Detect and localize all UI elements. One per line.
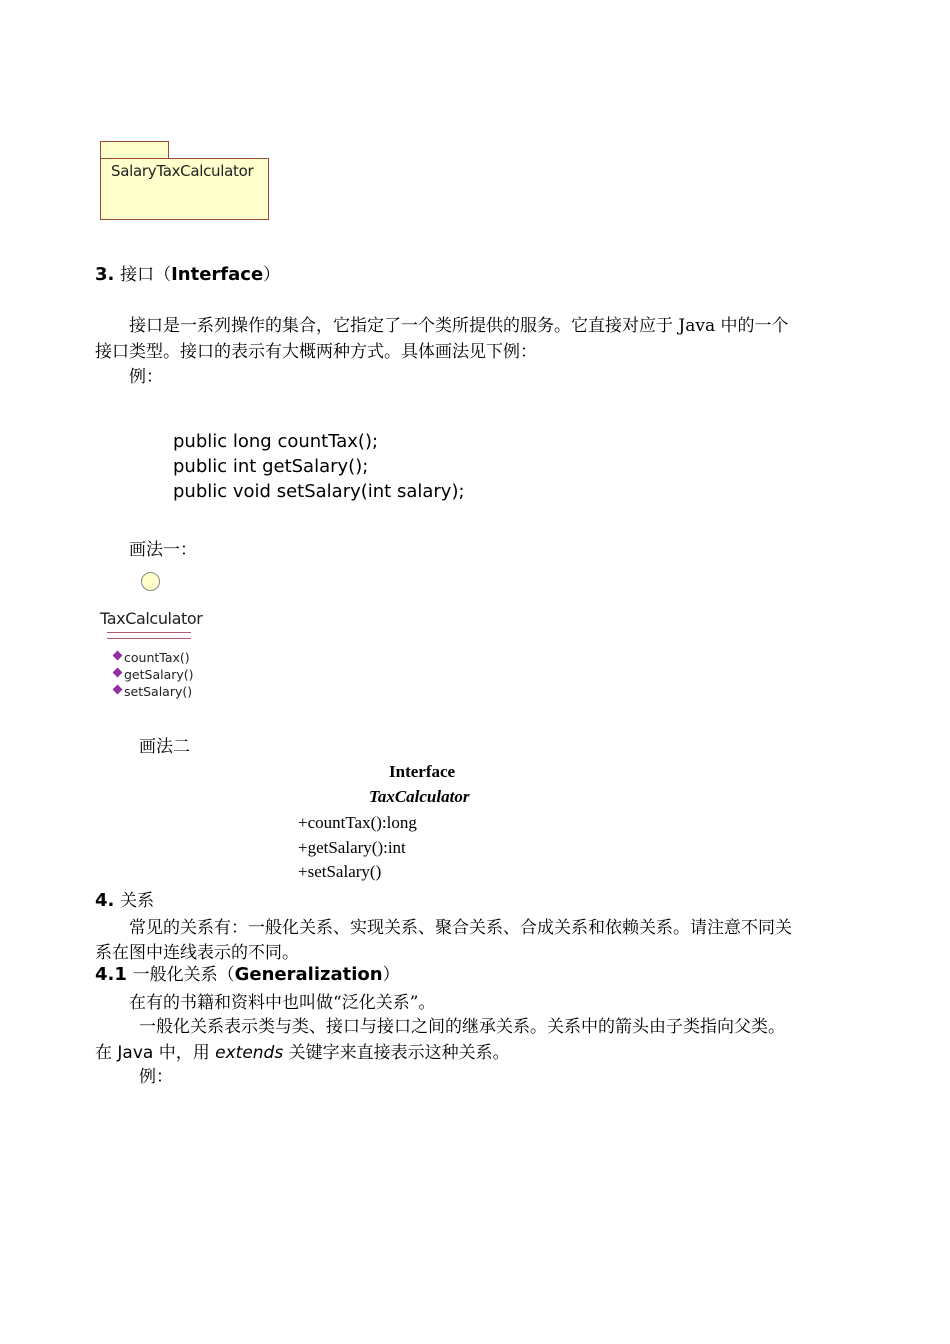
section-3-heading [95,260,280,285]
text-run-extends: extends [215,1043,284,1063]
package-name: SalaryTaxCalculator [111,162,254,180]
text-run: 中，用 [153,1043,216,1063]
operation-row [114,667,194,682]
section-4-1-title-en: Generalization [234,964,383,985]
code-line-1: public long countTax(); [173,431,379,452]
operation-row [114,650,190,665]
interface-operation: +countTax():long [298,813,417,832]
interface-stereotype: Interface [389,762,456,781]
operation-label: setSalary() [124,684,193,699]
section-4-1-number: 4.1 [95,964,127,985]
divider-line [107,638,191,639]
section-3-title-cn: 接口（ [120,265,172,285]
circle-icon [141,572,160,591]
section-4-heading [95,886,154,911]
section-4-1-title-end: ） [382,965,400,985]
section-3-number: 3. [95,264,115,285]
section-4-1-paragraph-2-line-1: 一般化关系表示类与类、接口与接口之间的继承关系。关系中的箭头由子类指向父类。 [139,1017,785,1037]
section-4-1-example-label: 例： [139,1067,173,1087]
interface-operation: +getSalary():int [298,838,406,857]
method-2-label: 画法二 [139,737,190,757]
divider-line [107,632,191,633]
section-3-paragraph-line-1: 接口是一系列操作的集合，它指定了一个类所提供的服务。它直接对应于 Java 中的一个 [129,316,789,336]
code-line-3: public void setSalary(int salary); [173,481,465,502]
section-3-title-end: ） [263,265,281,285]
code-line-2: public int getSalary(); [173,456,369,477]
section-4-paragraph-line-1: 常见的关系有：一般化关系、实现关系、聚合关系、合成关系和依赖关系。请注意不同关 [129,918,792,938]
section-4-title: 关系 [120,891,155,911]
section-4-1-heading [95,960,400,985]
section-3-paragraph-line-2: 接口类型。接口的表示有大概两种方式。具体画法见下例： [95,342,537,362]
text-run: 在 [95,1043,118,1063]
section-4-number: 4. [95,890,115,911]
package-tab [100,141,169,159]
interface-class-name: TaxCalculator [369,787,470,806]
operation-row [114,684,192,699]
package-body [100,158,269,220]
section-4-paragraph-line-2: 系在图中连线表示的不同。 [95,943,299,963]
section-4-1-paragraph-1: 在有的书籍和资料中也叫做“泛化关系”。 [129,993,436,1013]
example-label: 例： [129,367,163,387]
method-1-label: 画法一： [129,540,197,560]
operation-icon [113,651,123,661]
section-4-1-title-cn: 一般化关系（ [132,965,235,985]
text-run: 关键字来直接表示这种关系。 [283,1043,510,1063]
operation-label: countTax() [124,650,190,665]
operation-icon [113,668,123,678]
text-run-java: Java [117,1043,154,1063]
operation-icon [113,685,123,695]
interface-operation: +setSalary() [298,862,382,881]
section-4-1-paragraph-2-line-2 [95,1038,510,1063]
section-3-title-en: Interface [171,264,264,285]
operation-label: getSalary() [124,667,194,682]
interface-name: TaxCalculator [100,609,203,628]
